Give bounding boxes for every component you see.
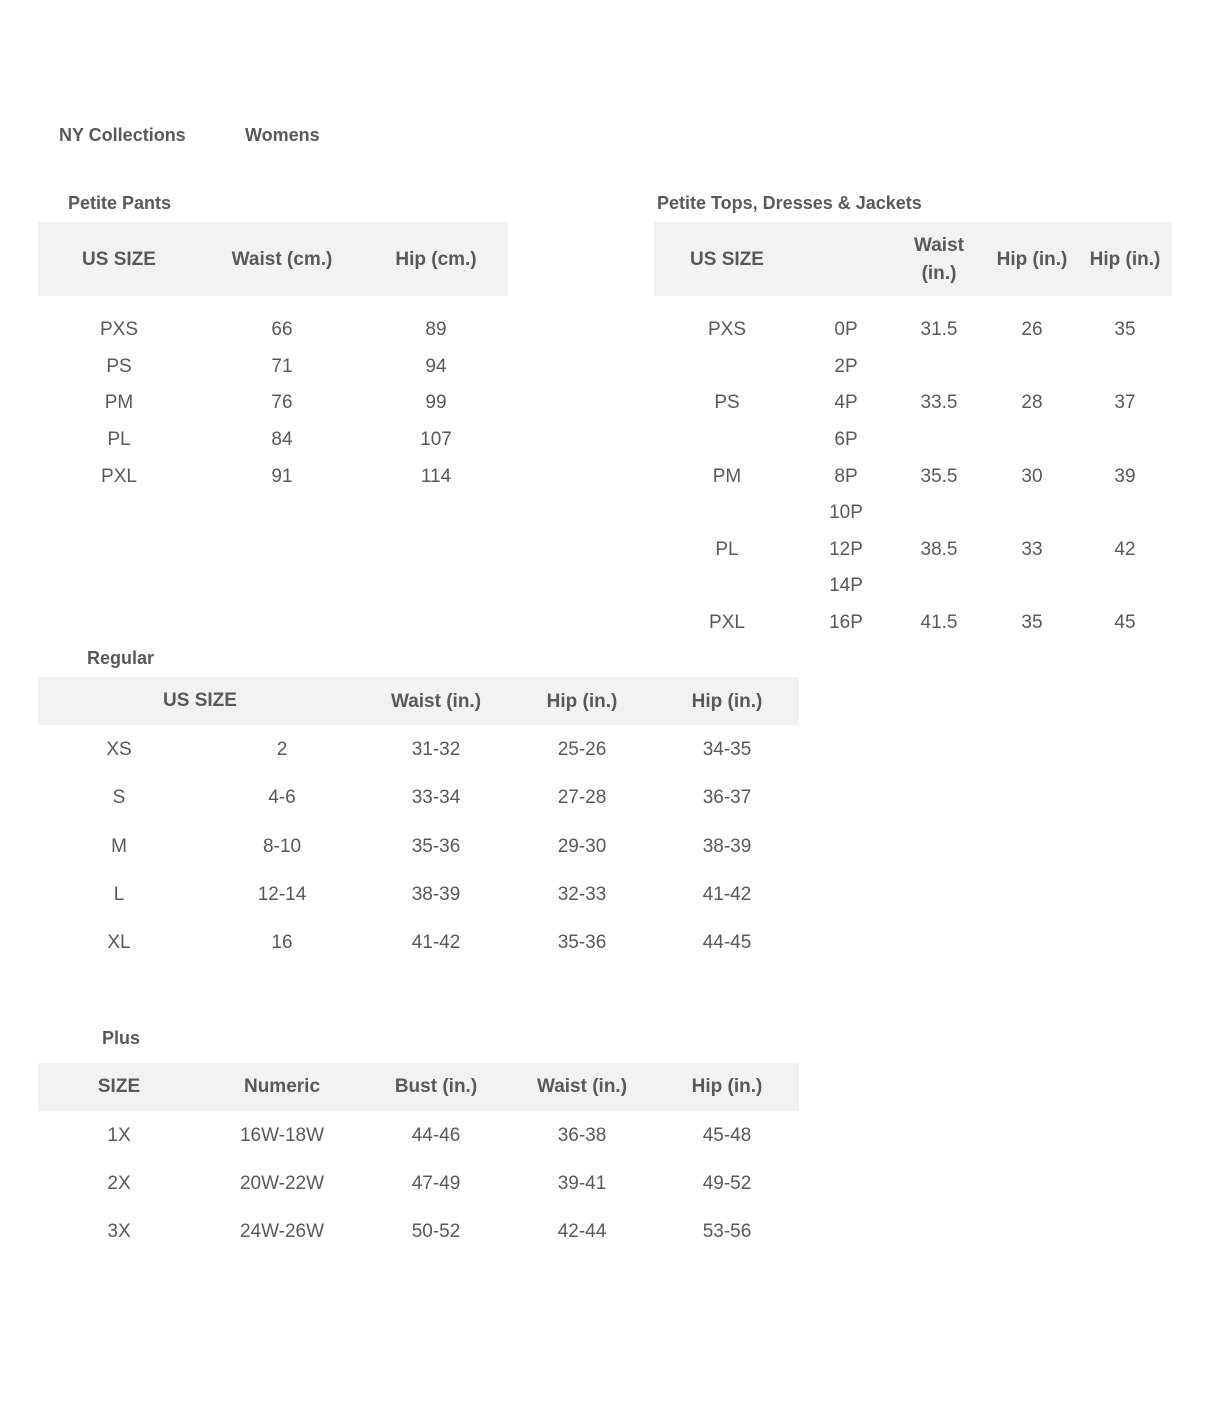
table-cell: 0P <box>834 319 858 340</box>
table-cell: 66 <box>271 319 293 340</box>
column-header: Hip (in.) <box>691 691 763 712</box>
table-cell: L <box>113 884 125 905</box>
column-header: Numeric <box>243 1076 321 1097</box>
table-cell: 28 <box>1021 392 1043 413</box>
table-cell: 50-52 <box>411 1221 461 1242</box>
column-header: Bust (in.) <box>394 1076 478 1097</box>
column-header: US SIZE <box>163 690 237 711</box>
table-cell: 16W-18W <box>239 1125 325 1146</box>
table-cell: 45-48 <box>702 1125 752 1146</box>
table-cell: 36-38 <box>557 1125 607 1146</box>
table-cell: 89 <box>425 319 447 340</box>
table-cell: 38-39 <box>411 884 461 905</box>
table-cell: 1X <box>107 1125 131 1146</box>
table-cell: PS <box>714 392 740 413</box>
table-cell: 39 <box>1114 466 1136 487</box>
table-cell: 47-49 <box>411 1173 461 1194</box>
table-cell: PL <box>107 429 131 450</box>
table-cell: 36-37 <box>702 787 752 808</box>
table-cell: 33.5 <box>920 392 958 413</box>
table-cell: 44-46 <box>411 1125 461 1146</box>
table-cell: 35 <box>1021 612 1043 633</box>
table-cell: 94 <box>425 356 447 377</box>
table-cell: 16 <box>271 932 293 953</box>
table-cell: 45 <box>1114 612 1136 633</box>
table-cell: 38.5 <box>920 539 958 560</box>
column-header: SIZE <box>97 1076 141 1097</box>
table-cell: 35.5 <box>920 466 958 487</box>
table-cell: XS <box>106 739 132 760</box>
table-cell: 30 <box>1021 466 1043 487</box>
table-cell: 10P <box>829 502 863 523</box>
column-header: Hip (in.) <box>996 249 1068 270</box>
table-cell: PXS <box>99 319 139 340</box>
table-cell: 44-45 <box>702 932 752 953</box>
table-cell: 20W-22W <box>239 1173 325 1194</box>
table-cell: 25-26 <box>557 739 607 760</box>
table-cell: 37 <box>1114 392 1136 413</box>
plus-title: Plus <box>102 1028 141 1048</box>
table-cell: 114 <box>420 466 452 487</box>
column-header: Hip (in.) <box>691 1076 763 1097</box>
column-header: US SIZE <box>82 249 156 270</box>
table-cell: M <box>111 836 127 857</box>
table-cell: 41.5 <box>920 612 958 633</box>
table-cell: 33 <box>1021 539 1043 560</box>
table-cell: PS <box>106 356 132 377</box>
table-cell: 35 <box>1114 319 1136 340</box>
table-cell: 91 <box>271 466 293 487</box>
table-cell: 31.5 <box>920 319 958 340</box>
table-cell: 27-28 <box>557 787 607 808</box>
table-cell: 76 <box>271 392 293 413</box>
column-header: Waist (in.) <box>390 691 482 712</box>
table-cell: 29-30 <box>557 836 607 857</box>
table-cell: 2X <box>107 1173 131 1194</box>
table-cell: 33-34 <box>411 787 461 808</box>
table-cell: 53-56 <box>702 1221 752 1242</box>
table-cell: 12P <box>829 539 863 560</box>
column-header: Waist (in.) <box>536 1076 628 1097</box>
table-cell: 42 <box>1114 539 1136 560</box>
category-label: Womens <box>245 125 320 145</box>
table-cell: 16P <box>829 612 863 633</box>
petite-tops-title: Petite Tops, Dresses & Jackets <box>657 193 922 213</box>
table-cell: 41-42 <box>702 884 752 905</box>
table-cell: 99 <box>425 392 447 413</box>
table-cell: 12-14 <box>257 884 307 905</box>
column-header: US SIZE <box>690 249 764 270</box>
table-cell: 4P <box>834 392 858 413</box>
table-cell: XL <box>107 932 131 953</box>
table-cell: 2 <box>276 739 288 760</box>
table-cell: S <box>112 787 126 808</box>
table-cell: 35-36 <box>557 932 607 953</box>
regular-title: Regular <box>87 648 155 668</box>
table-cell: 32-33 <box>557 884 607 905</box>
table-cell: 42-44 <box>557 1221 607 1242</box>
table-cell: PM <box>104 392 134 413</box>
table-cell: PM <box>712 466 742 487</box>
table-cell: 35-36 <box>411 836 461 857</box>
petite-pants-title: Petite Pants <box>68 193 172 213</box>
table-cell: 24W-26W <box>239 1221 325 1242</box>
table-cell: 34-35 <box>702 739 752 760</box>
table-cell: 14P <box>829 575 863 596</box>
table-cell: 31-32 <box>411 739 461 760</box>
table-cell: 8-10 <box>262 836 302 857</box>
table-cell: PL <box>715 539 739 560</box>
table-cell: 41-42 <box>411 932 461 953</box>
table-cell: 84 <box>271 429 293 450</box>
table-cell: 39-41 <box>557 1173 607 1194</box>
table-cell: 71 <box>271 356 293 377</box>
column-header: Hip (in.) <box>1089 249 1161 270</box>
table-cell: PXS <box>707 319 747 340</box>
table-cell: 4-6 <box>268 787 296 808</box>
column-header: Hip (cm.) <box>395 249 477 270</box>
table-cell: 107 <box>420 429 452 450</box>
table-cell: 2P <box>834 356 858 377</box>
table-cell: 8P <box>834 466 858 487</box>
column-header: Waist (cm.) <box>231 249 333 270</box>
table-cell: 49-52 <box>702 1173 752 1194</box>
brand-label: NY Collections <box>59 125 186 145</box>
table-cell: 38-39 <box>702 836 752 857</box>
table-cell: PXL <box>709 612 745 633</box>
table-cell: 3X <box>107 1221 131 1242</box>
table-cell: 26 <box>1021 319 1043 340</box>
column-header: Hip (in.) <box>546 691 618 712</box>
table-cell: PXL <box>101 466 137 487</box>
table-cell: 6P <box>834 429 858 450</box>
column-header: Waist (in.) <box>914 235 964 284</box>
